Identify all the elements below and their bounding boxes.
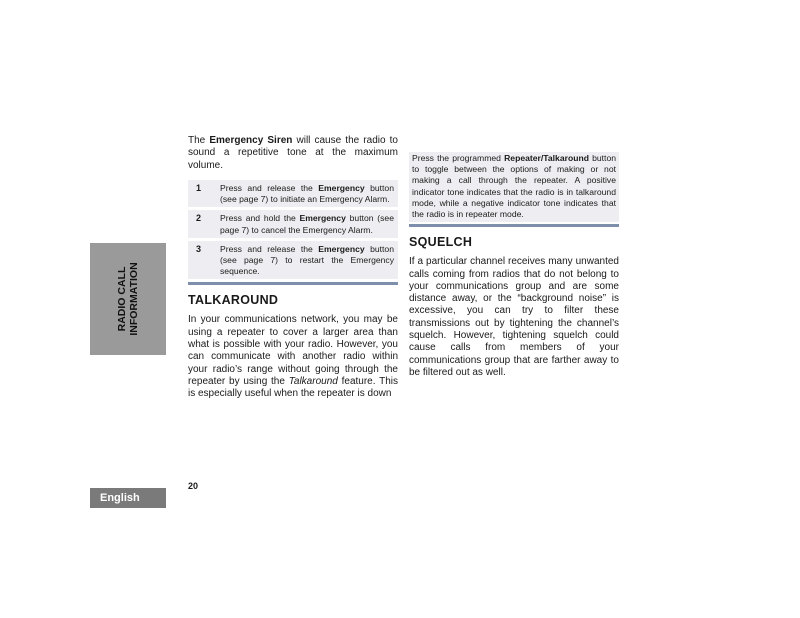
left-column: [188, 135, 398, 400]
section-tab-label: [116, 262, 140, 335]
section-tab-radio-call-information: [90, 243, 166, 355]
step-text: Press and hold the Emergency button (see page 7) to cancel the Emergency Alarm.: [220, 213, 394, 235]
repeater-talkaround-note: Press the programmed Repeater/Talkaround button to toggle between the options of making or not making a call through the repeater. A positive indicator tone indicates that the radio is in talkaround mode, while a negative indicator tone indicates that the radio is in repeater mode.: [409, 152, 619, 222]
section-tab-line1: RADIO CALL: [116, 266, 128, 332]
emergency-siren-intro: The Emergency Siren will cause the radio to sound a repetitive tone at the maximum volume.: [188, 135, 398, 171]
language-tab: English: [90, 488, 166, 508]
note-divider: [409, 224, 619, 227]
section-tab-line2: INFORMATION: [128, 262, 140, 336]
talkaround-body: In your communications network, you may be using a repeater to cover a larger area than what is possible with your radio. However, you can communicate with another radio within your radio’s range without going through the repeater by using the Talkaround feature. This is especially useful when the repeater is down: [188, 314, 398, 400]
step-number: 2: [196, 213, 202, 224]
squelch-body: If a particular channel receives many unwanted calls coming from radios that do not belong to your communications group and are some distance away, or the “background noise” is excessive, you can try to filter these transmissions out by tightening the channel’s squelch. However, tightening squelch could cause calls from members of your communications group that are farther away to be filtered out as well.: [409, 256, 619, 378]
talkaround-term: Talkaround: [288, 375, 338, 387]
step-item: [188, 180, 398, 207]
page-number: 20: [188, 481, 199, 491]
step-item: [188, 241, 398, 280]
emergency-siren-term: Emergency Siren: [209, 135, 293, 146]
squelch-heading: SQUELCH: [409, 235, 473, 250]
step-text: Press and release the Emergency button (see page 7) to restart the Emergency sequence.: [220, 243, 394, 277]
step-number: 1: [196, 182, 202, 193]
step-list-divider: [188, 282, 398, 285]
talkaround-heading: TALKAROUND: [188, 293, 279, 308]
step-number: 3: [196, 243, 202, 254]
step-list: [188, 180, 398, 285]
right-column: [409, 152, 619, 379]
repeater-talkaround-term: Repeater/Talkaround: [504, 153, 589, 163]
step-text: Press and release the Emergency button (see page 7) to initiate an Emergency Alarm.: [220, 182, 394, 205]
step-item: [188, 210, 398, 237]
